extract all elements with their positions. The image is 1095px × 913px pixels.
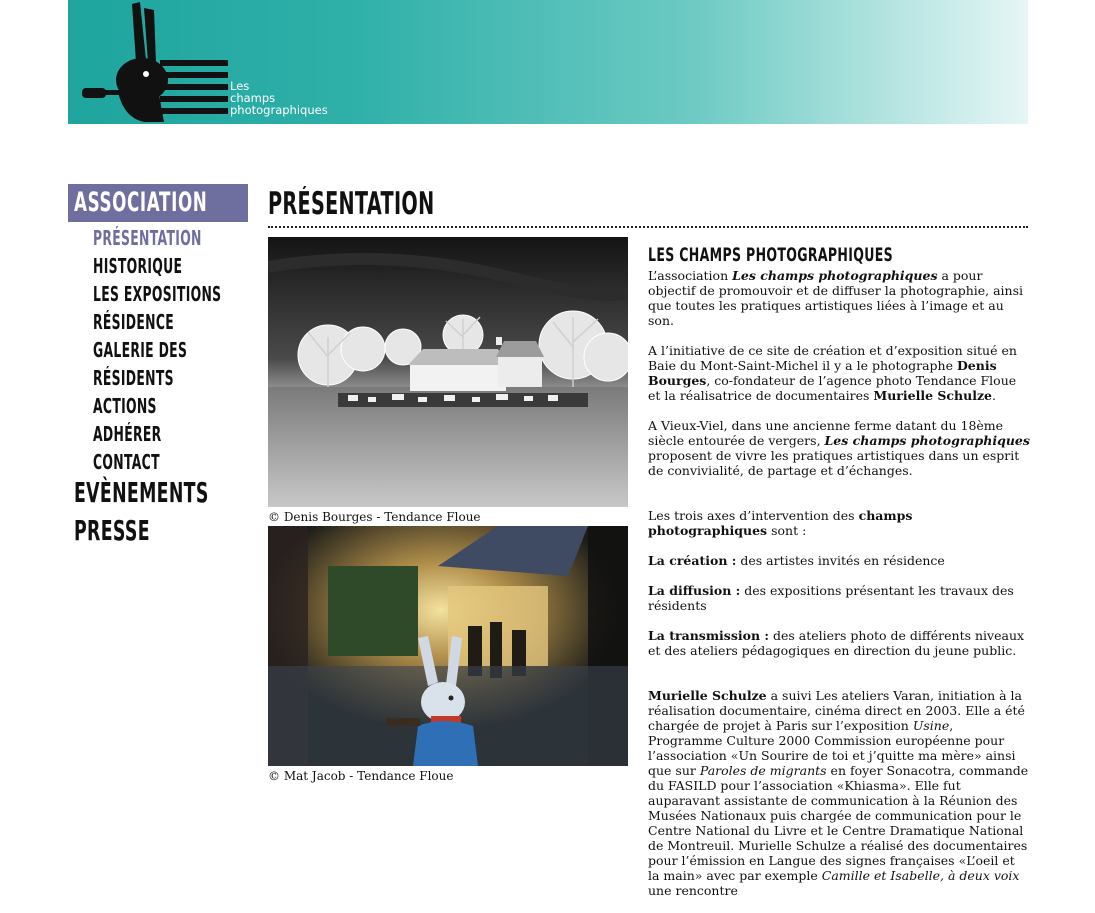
text-run: une rencontre (648, 883, 738, 898)
text-emphasis: Paroles de migrants (699, 763, 827, 778)
paragraph-bio (648, 688, 1030, 898)
photo-farm (268, 237, 628, 507)
text-strong: Murielle Schulze (873, 388, 993, 403)
text-run: Les trois axes d’intervention des (648, 508, 859, 523)
logo-text[interactable]: Les champs photographiques (230, 79, 328, 117)
text-strong: La transmission : (648, 628, 770, 643)
text-emphasis: Camille et Isabelle, à deux voix (821, 868, 1020, 883)
text-run: des expositions présentant les travaux des résidents (648, 583, 1014, 613)
paragraph-axis-transmission (648, 628, 1030, 658)
page-title (268, 186, 1028, 228)
text-strong: champs photographiques (648, 508, 913, 538)
subnav-item-label: LES EXPOSITIONS (93, 282, 222, 306)
text-run: L’association (648, 268, 733, 283)
text-run: A l’initiative de ce site de création et d’exposition situé en Baie du Mont-Saint-Michel il y a le photographe (648, 343, 1017, 373)
text-run: A Vieux-Viel, dans une ancienne ferme datant du 18ème siècle entourée de vergers, (648, 418, 1004, 448)
text-strong: La diffusion : (648, 583, 741, 598)
rabbit-photo-image (268, 526, 628, 766)
text-run: proposent de vivre les pratiques artistiques dans un esprit de convivialité, de partage et d’échanges. (648, 448, 1020, 478)
text-strong: La création : (648, 553, 737, 568)
nav-section-association[interactable] (68, 184, 248, 222)
nav-section-label: ASSOCIATION (74, 187, 208, 218)
nav-item-presse[interactable] (74, 514, 196, 547)
nav-item-evenements[interactable] (74, 476, 291, 509)
text-run: des artistes invités en résidence (736, 553, 945, 568)
subnav-item-label: CONTACT (93, 450, 160, 474)
paragraph-founders (648, 343, 1030, 403)
paragraph-location (648, 418, 1030, 478)
text-run: en foyer Sonacotra, commande du FASILD pour l’association «Khiasma». Elle fut auparavant assistante de communication à la Réunion des Musées Nationaux puis chargée de communication pour le Centre National du Livre et le Centre Dramatique National de Montreuil. Murielle Schulze a réalisé des documentaires pour l’émission en Langue des signes françaises «L’oeil et la main» avec par exemple (648, 763, 1029, 883)
subnav-item-label: PRÉSENTATION (93, 226, 202, 250)
text-emphasis: Usine (912, 718, 950, 733)
text-run: a suivi Les ateliers Varan, initiation à la réalisation documentaire, cinéma direct en 2003. Elle a été chargée de projet à Paris sur l’exposition (648, 688, 1025, 733)
text-run: a pour objectif de promouvoir et de diffuser la photographie, ainsi que toutes les pratiques artistiques liées à l’image et au son. (648, 268, 1024, 328)
subnav-item-label: RÉSIDENTS (93, 366, 174, 390)
content-column (648, 238, 1030, 913)
photo-rabbit (268, 526, 628, 766)
rabbit-logo-icon[interactable] (74, 0, 234, 124)
text-run: des ateliers photo de différents niveaux et des ateliers pédagogiques en direction du jeune public. (648, 628, 1025, 658)
section-heading-text: LES CHAMPS PHOTOGRAPHIQUES (648, 244, 894, 266)
text-run: . (992, 388, 996, 403)
subnav-item-label: ACTIONS (93, 394, 157, 418)
text-run: , co-fondateur de l’agence photo Tendance Floue et la réalisatrice de documentaires (648, 373, 1017, 403)
subnav-item-label: ADHÉRER (93, 422, 162, 446)
header-banner (68, 0, 1028, 124)
nav-item-label: EVÈNEMENTS (74, 476, 209, 509)
photo-credit: © Mat Jacob - Tendance Floue (268, 769, 454, 783)
text-emphasis: Les champs photographiques (732, 268, 938, 283)
farm-photo-image (268, 237, 628, 507)
page-title-text: PRÉSENTATION (268, 186, 435, 222)
section-heading (648, 238, 1030, 264)
paragraph-axis-creation (648, 553, 1030, 568)
nav-item-label: PRESSE (74, 514, 150, 547)
paragraph-intro (648, 268, 1030, 328)
text-strong: Denis Bourges (648, 358, 997, 388)
paragraph-axis-diffusion (648, 583, 1030, 613)
paragraph-axes-intro (648, 508, 1030, 538)
subnav-item-label: GALERIE DES (93, 338, 188, 362)
text-run: sont : (767, 523, 807, 538)
subnav-item-label: HISTORIQUE (93, 254, 183, 278)
subnav-item-label: RÉSIDENCE (93, 310, 175, 334)
text-emphasis: Les champs photographiques (824, 433, 1030, 448)
photo-credit: © Denis Bourges - Tendance Floue (268, 510, 481, 524)
text-strong: Murielle Schulze (648, 688, 767, 703)
text-run: , Programme Culture 2000 Commission européenne pour l’association «Un Sourire de toi et j’quitte ma mère» ainsi que sur (648, 718, 1016, 778)
